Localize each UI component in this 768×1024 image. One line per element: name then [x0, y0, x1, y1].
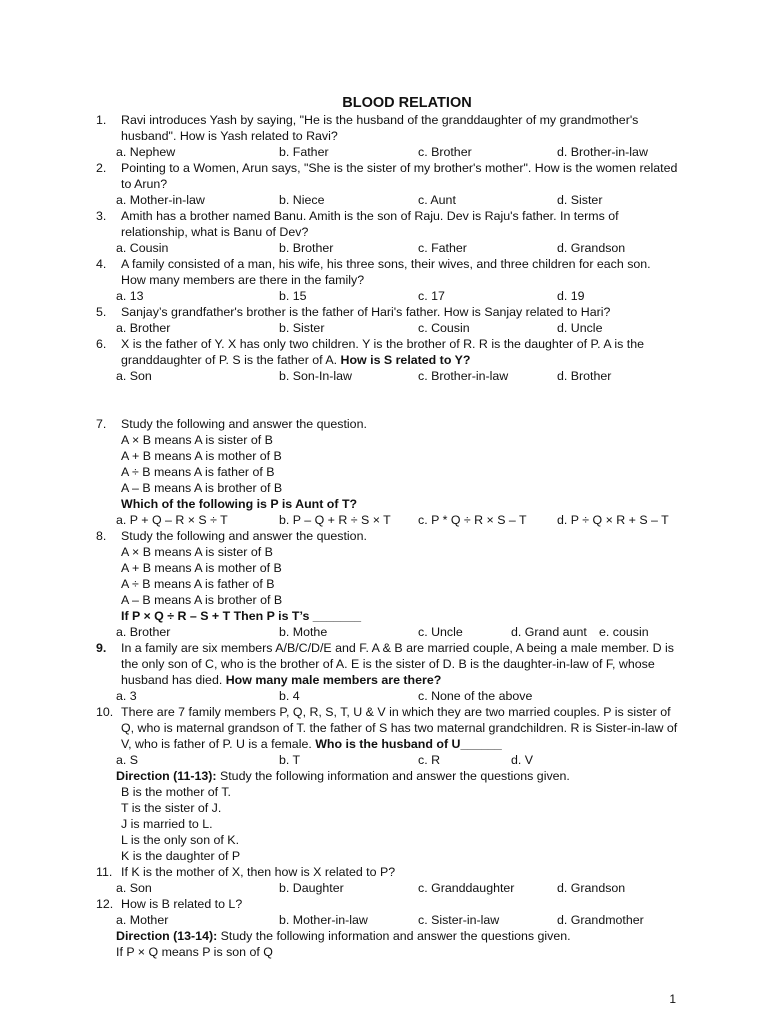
rule-line: A × B means A is sister of B — [121, 545, 273, 559]
option-b: b. 15 — [279, 289, 307, 303]
question-number: 2. — [96, 161, 107, 175]
rule-line: A + B means A is mother of B — [121, 449, 282, 463]
option-a: a. Son — [116, 881, 152, 895]
option-d: d. Brother — [557, 369, 612, 383]
question-text — [121, 704, 678, 752]
option-a: a. Nephew — [116, 145, 176, 159]
question-6 — [0, 336, 768, 368]
rule-line: A ÷ B means A is father of B — [121, 465, 275, 479]
question-text — [121, 336, 678, 368]
question-number: 3. — [96, 209, 107, 223]
options-row — [0, 192, 768, 208]
options-row — [0, 320, 768, 336]
option-c: c. P * Q ÷ R × S – T — [418, 513, 527, 527]
question-prompt: How is S related to Y? — [340, 353, 471, 367]
question-text: Ravi introduces Yash by saying, "He is the husband of the granddaughter of my grandmother's husband". How is Yash related to Ravi? — [121, 113, 639, 143]
option-c: c. Father — [418, 241, 467, 255]
question-number: 8. — [96, 529, 107, 543]
question-number: 9. — [96, 641, 107, 655]
option-e: e. cousin — [599, 625, 649, 639]
option-d: d. Grandmother — [557, 913, 644, 927]
fact-line: T is the sister of J. — [121, 801, 222, 815]
rule-line: A ÷ B means A is father of B — [121, 577, 275, 591]
question-text: Study the following and answer the question. — [121, 529, 367, 543]
question-prompt: Who is the husband of U — [315, 737, 461, 751]
option-d: d. Sister — [557, 193, 603, 207]
fact-line: B is the mother of T. — [121, 785, 231, 799]
fact-line: If P × Q means P is son of Q — [116, 945, 273, 959]
question-text — [121, 640, 678, 688]
question-body: There are 7 family members P, Q, R, S, T, U & V in which they are two married couples. P is sister of Q, who is maternal grandson of T. the father of S has two maternal grandchildren. R is Sister-in-law of V, who is father of P. U is a female. — [121, 705, 678, 751]
option-b: b. 4 — [279, 689, 300, 703]
question-4 — [0, 256, 768, 288]
question-number: 7. — [96, 417, 107, 431]
direction-label: Direction (11-13): — [116, 769, 217, 783]
question-number: 11. — [96, 865, 113, 879]
options-row — [0, 624, 768, 640]
question-9 — [0, 640, 768, 688]
option-a: a. Brother — [116, 625, 171, 639]
question-7 — [0, 416, 768, 432]
question-8 — [0, 528, 768, 544]
question-text: If K is the mother of X, then how is X related to P? — [121, 865, 396, 879]
option-d: d. Grandson — [557, 241, 626, 255]
fact-line: J is married to L. — [121, 817, 213, 831]
question-body: In a family are six members A/B/C/D/E and F. A & B are married couple, A being a male member. D is the only son of C, who is the brother of A. E is the sister of D. B is the daughter-in-law of F, whose husband has died. — [121, 641, 674, 687]
option-c: c. R — [418, 753, 441, 767]
options-row — [0, 512, 768, 528]
option-b: b. T — [279, 753, 301, 767]
fact-line: L is the only son of K. — [121, 833, 240, 847]
question-text: Pointing to a Women, Arun says, "She is the sister of my brother's mother". How is the women related to Arun? — [121, 161, 678, 191]
question-body: X is the father of Y. X has only two children. Y is the brother of R. R is the daughter of P. A is the granddaughter of P. S is the father of A. — [121, 337, 645, 367]
direction-label: Direction (13-14): — [116, 929, 218, 943]
option-d: d. V — [511, 753, 534, 767]
option-b: b. Sister — [279, 321, 325, 335]
option-a: a. Son — [116, 369, 152, 383]
option-b: b. Niece — [279, 193, 325, 207]
question-prompt: If P × Q ÷ R – S + T Then P is T’s _______ — [121, 609, 362, 623]
option-a: a. Cousin — [116, 241, 169, 255]
page-number: 1 — [669, 992, 676, 1006]
rule-line: A – B means A is brother of B — [121, 593, 283, 607]
option-a: a. Brother — [116, 321, 171, 335]
option-b: b. Brother — [279, 241, 334, 255]
option-b: b. Mothe — [279, 625, 328, 639]
option-b: b. Mother-in-law — [279, 913, 368, 927]
spacer — [0, 384, 768, 416]
options-row — [0, 368, 768, 384]
option-c: c. Granddaughter — [418, 881, 515, 895]
direction-text: Study the following information and answer the questions given. — [217, 929, 571, 943]
option-c: c. Uncle — [418, 625, 463, 639]
option-a: a. S — [116, 753, 139, 767]
option-d: d. P ÷ Q × R + S – T — [557, 513, 669, 527]
question-prompt: How many male members are there? — [225, 673, 442, 687]
options-row — [0, 288, 768, 304]
question-1 — [0, 112, 768, 144]
options-row — [0, 688, 768, 704]
option-c: c. Sister-in-law — [418, 913, 500, 927]
option-d: d. Brother-in-law — [557, 145, 648, 159]
option-d: d. Grand aunt — [511, 625, 587, 639]
rule-line: A × B means A is sister of B — [121, 433, 273, 447]
options-row — [0, 240, 768, 256]
question-number: 1. — [96, 113, 107, 127]
option-d: d. Grandson — [557, 881, 626, 895]
page-title: BLOOD RELATION — [342, 95, 472, 111]
option-c: c. Brother-in-law — [418, 369, 509, 383]
option-b: b. Daughter — [279, 881, 344, 895]
question-number: 6. — [96, 337, 107, 351]
option-c: c. Brother — [418, 145, 472, 159]
direction-block — [0, 768, 768, 784]
option-b: b. P – Q + R ÷ S × T — [279, 513, 391, 527]
question-2 — [0, 160, 768, 192]
option-d: d. 19 — [557, 289, 585, 303]
direction-block — [0, 928, 768, 944]
option-c: c. None of the above — [418, 689, 533, 703]
direction-text: Study the following information and answer the questions given. — [216, 769, 570, 783]
option-a: a. P + Q – R × S ÷ T — [116, 513, 228, 527]
rule-line: A – B means A is brother of B — [121, 481, 283, 495]
question-11 — [0, 864, 768, 880]
question-text: How is B related to L? — [121, 897, 243, 911]
question-text: A family consisted of a man, his wife, his three sons, their wives, and three children for each son. How many members are there in the family? — [121, 257, 651, 287]
question-number: 5. — [96, 305, 107, 319]
question-5 — [0, 304, 768, 320]
question-number: 12. — [96, 897, 114, 911]
option-a: a. Mother — [116, 913, 169, 927]
question-3 — [0, 208, 768, 240]
question-number: 10. — [96, 705, 114, 719]
fact-line: K is the daughter of P — [121, 849, 241, 863]
question-list — [0, 112, 768, 960]
option-a: a. 13 — [116, 289, 144, 303]
option-b: b. Father — [279, 145, 329, 159]
question-10 — [0, 704, 768, 752]
question-12 — [0, 896, 768, 912]
rule-line: A + B means A is mother of B — [121, 561, 282, 575]
answer-blank: ______ — [460, 737, 502, 751]
question-number: 4. — [96, 257, 107, 271]
options-row — [0, 752, 768, 768]
question-text: Sanjay’s grandfather's brother is the father of Hari's father. How is Sanjay related to Hari? — [121, 305, 611, 319]
options-row — [0, 912, 768, 928]
question-text: Study the following and answer the question. — [121, 417, 367, 431]
option-b: b. Son-In-law — [279, 369, 353, 383]
option-c: c. Cousin — [418, 321, 470, 335]
option-c: c. Aunt — [418, 193, 456, 207]
question-prompt: Which of the following is P is Aunt of T? — [121, 497, 358, 511]
question-text: Amith has a brother named Banu. Amith is the son of Raju. Dev is Raju's father. In terms of relationship, what is Banu of Dev? — [121, 209, 619, 239]
options-row — [0, 144, 768, 160]
option-a: a. 3 — [116, 689, 137, 703]
option-a: a. Mother-in-law — [116, 193, 205, 207]
options-row — [0, 880, 768, 896]
option-d: d. Uncle — [557, 321, 603, 335]
option-c: c. 17 — [418, 289, 445, 303]
